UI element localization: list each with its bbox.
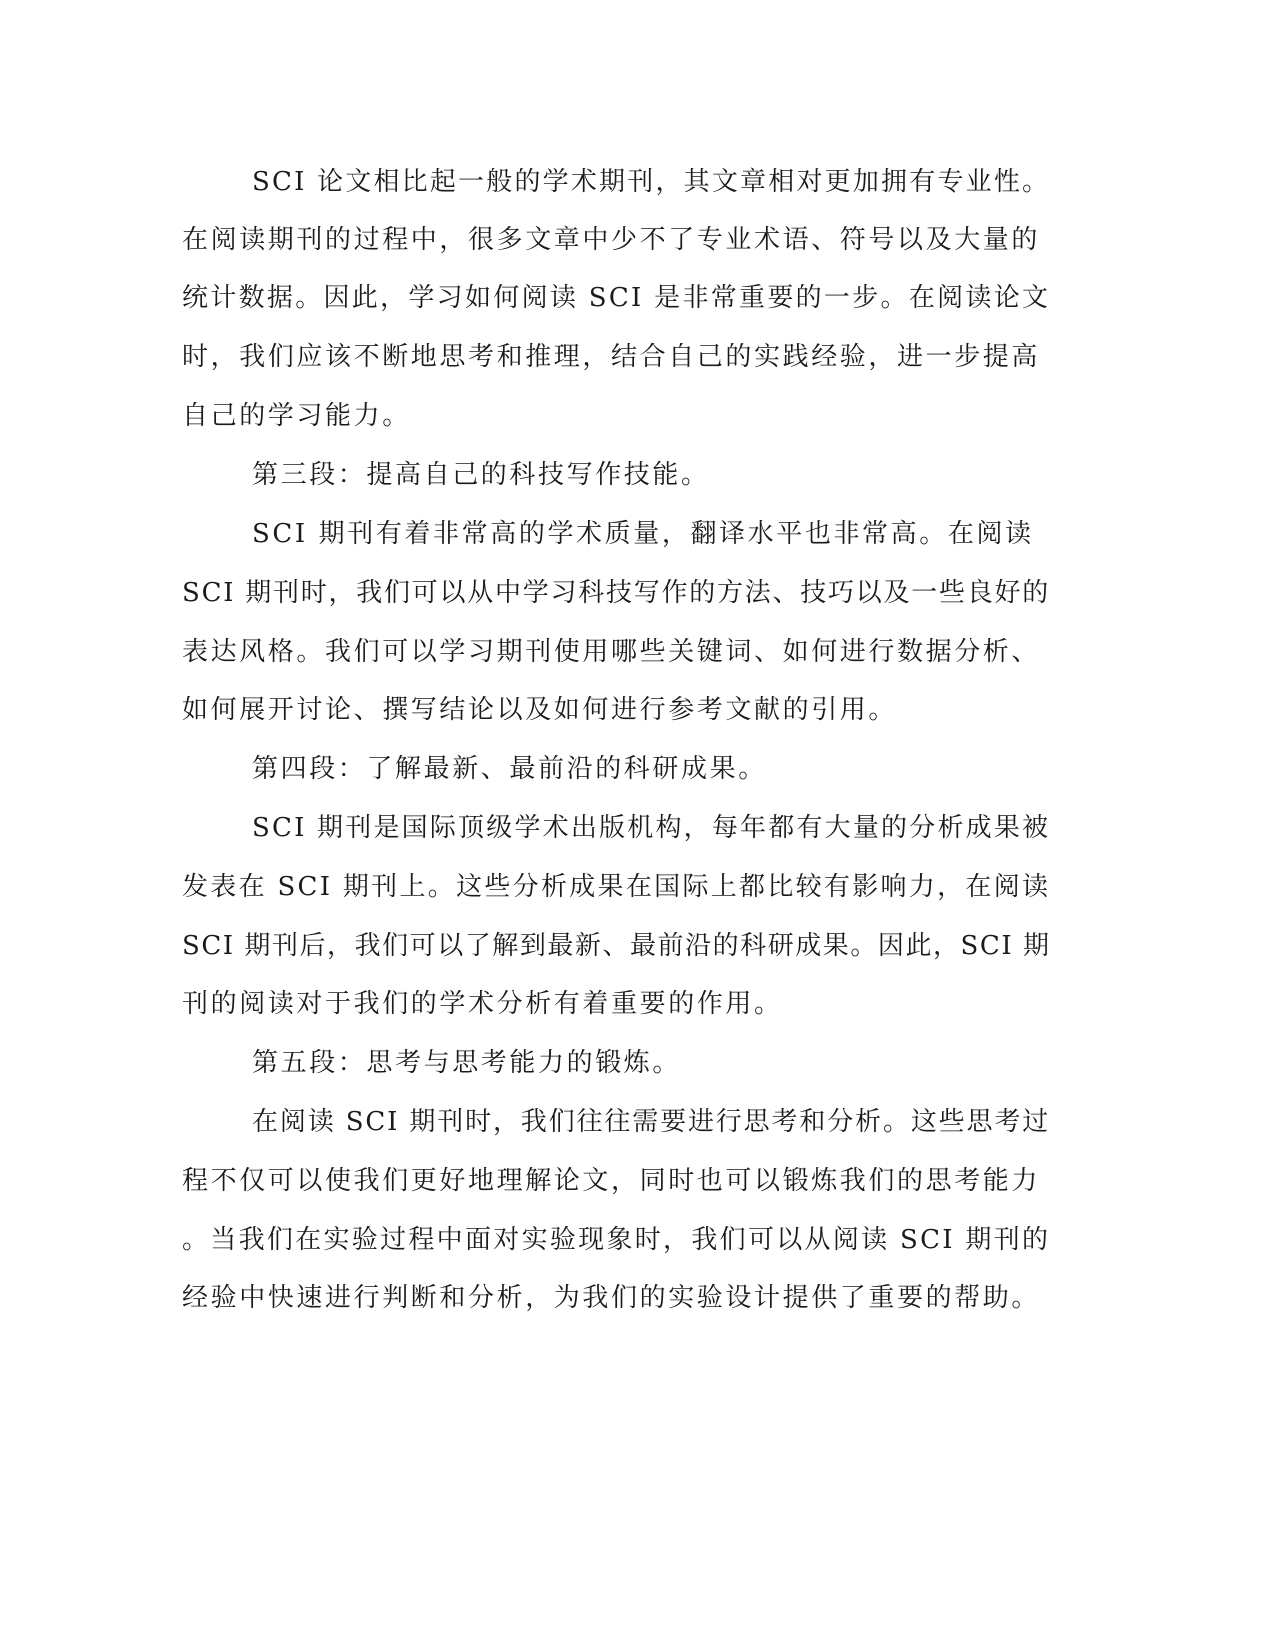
paragraph-line: 如何展开讨论、撰写结论以及如何进行参考文献的引用。 (182, 695, 898, 725)
section-heading: 第三段：提高自己的科技写作技能。 (252, 460, 710, 490)
paragraph-line: 。当我们在实验过程中面对实验现象时，我们可以从阅读 SCI 期刊的 (182, 1225, 1051, 1255)
paragraph-line: SCI 期刊后，我们可以了解到最新、最前沿的科研成果。因此，SCI 期 (182, 931, 1051, 961)
paragraph-line: 表达风格。我们可以学习期刊使用哪些关键词、如何进行数据分析、 (182, 637, 1041, 667)
paragraph-line: SCI 期刊有着非常高的学术质量，翻译水平也非常高。在阅读 (252, 519, 1034, 549)
paragraph-line: 时，我们应该不断地思考和推理，结合自己的实践经验，进一步提高 (182, 342, 1041, 372)
paragraph-line: 经验中快速进行判断和分析，为我们的实验设计提供了重要的帮助。 (182, 1283, 1041, 1313)
paragraph-line: SCI 期刊是国际顶级学术出版机构，每年都有大量的分析成果被 (252, 813, 1051, 843)
section-heading: 第五段：思考与思考能力的锻炼。 (252, 1048, 682, 1078)
paragraph-line: 刊的阅读对于我们的学术分析有着重要的作用。 (182, 989, 783, 1019)
paragraph-line: 程不仅可以使我们更好地理解论文，同时也可以锻炼我们的思考能力 (182, 1166, 1041, 1196)
paragraph-line: 在阅读 SCI 期刊时，我们往往需要进行思考和分析。这些思考过 (252, 1107, 1051, 1137)
paragraph-line: SCI 期刊时，我们可以从中学习科技写作的方法、技巧以及一些良好的 (182, 578, 1051, 608)
section-heading: 第四段：了解最新、最前沿的科研成果。 (252, 754, 767, 784)
paragraph-line: 在阅读期刊的过程中，很多文章中少不了专业术语、符号以及大量的 (182, 225, 1041, 255)
paragraph-line: SCI 论文相比起一般的学术期刊，其文章相对更加拥有专业性。 (252, 167, 1051, 197)
paragraph-line: 发表在 SCI 期刊上。这些分析成果在国际上都比较有影响力，在阅读 (182, 872, 1051, 902)
paragraph-line: 自己的学习能力。 (182, 401, 411, 431)
paragraph-line: 统计数据。因此，学习如何阅读 SCI 是非常重要的一步。在阅读论文 (182, 283, 1051, 313)
